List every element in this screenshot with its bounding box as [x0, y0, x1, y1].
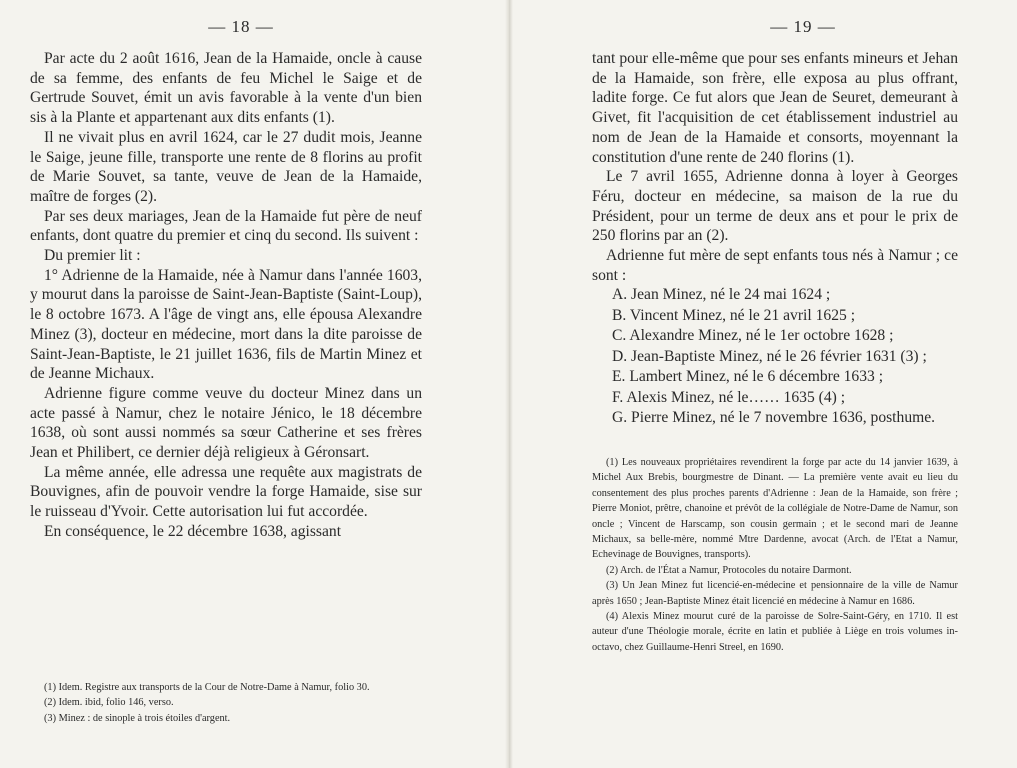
page-number: — 19 — [770, 17, 836, 36]
footnotes [30, 680, 422, 726]
page-number: — 18 — [208, 17, 274, 36]
right-page [592, 0, 958, 768]
left-page [30, 0, 422, 768]
paragraph: Du premier lit : [44, 247, 141, 265]
footnote: (1) Les nouveaux propriétaires revendirent la forge par acte du 14 janvier 1639, à Michel Aux Brebis, bourgmestre de Dinant. — La première vente avait eu lieu du consentement des plus proches parents d'Adrienne : Jean de la Hamaide, son frère ; Pierre Moniot, prêtre, chanoine et prévôt de la collégiale de Notre-Dame de Namur, son oncle ; Vincent de Harscamp, son cousin germain ; et le second mari de Jeanne Michaux, sa belle-mère, nommé Mtre Dardenne, avocat (Arch. de l'Etat a Namur, Echevinage de Bouvignes, transports). [592, 456, 958, 561]
paragraph: La même année, elle adressa une requête aux magistrats de Bouvignes, afin de pouvoir vendre la forge Hamaide, sise sur le ruisseau d'Yvoir. Cette autorisation lui fut accordée. [30, 463, 422, 521]
paragraph: Il ne vivait plus en avril 1624, car le 27 dudit mois, Jeanne le Saige, jeune fille, transporte une rente de 8 florins au profit de Marie Souvet, sa tante, veuve de Jean de la Hamaide, maître de forges (2). [30, 128, 422, 205]
paragraph: 1° Adrienne de la Hamaide, née à Namur dans l'année 1603, y mourut dans la paroisse de Saint-Jean-Baptiste (Saint-Loup), le 8 octobre 1673. A l'âge de vingt ans, elle épousa Alexandre Minez (3), docteur en médecine, mort dans la dite paroisse de Saint-Jean-Baptiste, le 21 juillet 1636, fils de Martin Minez et de Jeanne Michaux. [30, 266, 422, 383]
footnote: (2) Idem. ibid, folio 146, verso. [44, 697, 174, 709]
paragraph: Par acte du 2 août 1616, Jean de la Hamaide, oncle à cause de sa femme, des enfants de feu Michel le Saige et de Gertrude Souvet, émit un avis favorable à la vente d'un bien sis à la Plante et appartenant aux dits enfants (1). [30, 50, 422, 127]
list-item: G. Pierre Minez, né le 7 novembre 1636, posthume. [612, 409, 936, 427]
paragraph: Adrienne figure comme veuve du docteur Minez dans un acte passé à Namur, chez le notaire Jénico, le 18 décembre 1638, où sont aussi nommés sa sœur Catherine et ses frères Jean et Philibert, ce dernier déjà religieux à Géronsart. [30, 384, 422, 462]
page-body [592, 49, 958, 285]
list-item: A. Jean Minez, né le 24 mai 1624 ; [612, 286, 831, 304]
footnote: (3) Un Jean Minez fut licencié-en-médecine et pensionnaire de la ville de Namur après 1650 ; Jean-Baptiste Minez était licencié en médecine à Namur en 1686. [592, 580, 958, 607]
page-body [30, 49, 422, 542]
paragraph: Par ses deux mariages, Jean de la Hamaide fut père de neuf enfants, dont quatre du premier et cinq du second. Ils suivent : [30, 207, 422, 245]
footnote: (3) Minez : de sinople à trois étoiles d'argent. [44, 712, 231, 724]
list-item: B. Vincent Minez, né le 21 avril 1625 ; [612, 306, 856, 324]
list-item: E. Lambert Minez, né le 6 décembre 1633 ; [612, 368, 884, 386]
paragraph: En conséquence, le 22 décembre 1638, agissant [44, 522, 342, 540]
list-item: F. Alexis Minez, né le…… 1635 (4) ; [612, 388, 846, 406]
paragraph: Le 7 avril 1655, Adrienne donna à loyer à Georges Féru, docteur en médecine, sa maison de la rue du Président, pour un terme de deux ans et pour le prix de 250 florins par an (2). [592, 168, 958, 245]
children-list [592, 285, 958, 429]
footnotes [592, 455, 958, 655]
footnote: (1) Idem. Registre aux transports de la Cour de Notre-Dame à Namur, folio 30. [44, 682, 370, 693]
book-gutter [505, 0, 513, 768]
paragraph: tant pour elle-même que pour ses enfants mineurs et Jehan de la Hamaide, son frère, elle exposa au plus offrant, ladite forge. Ce fut alors que Jean de Seuret, demeurant à Givet, fit l'acquisition de cet établissement industriel au nom de Jean de la Hamaide et consorts, moyennant la constitution d'une rente de 240 florins (1). [592, 50, 958, 166]
list-item: D. Jean-Baptiste Minez, né le 26 février 1631 (3) ; [612, 347, 927, 365]
footnote: (2) Arch. de l'État a Namur, Protocoles du notaire Darmont. [606, 564, 852, 576]
footnote: (4) Alexis Minez mourut curé de la paroisse de Solre-Saint-Géry, en 1710. Il est auteur d'une Théologie morale, écrite en latin et publiée à Liège en trois volumes in-octavo, chez Guillaume-Henri Streel, en 1690. [592, 611, 958, 653]
paragraph: Adrienne fut mère de sept enfants tous nés à Namur ; ce sont : [592, 247, 958, 284]
list-item: C. Alexandre Minez, né le 1er octobre 1628 ; [612, 327, 894, 345]
